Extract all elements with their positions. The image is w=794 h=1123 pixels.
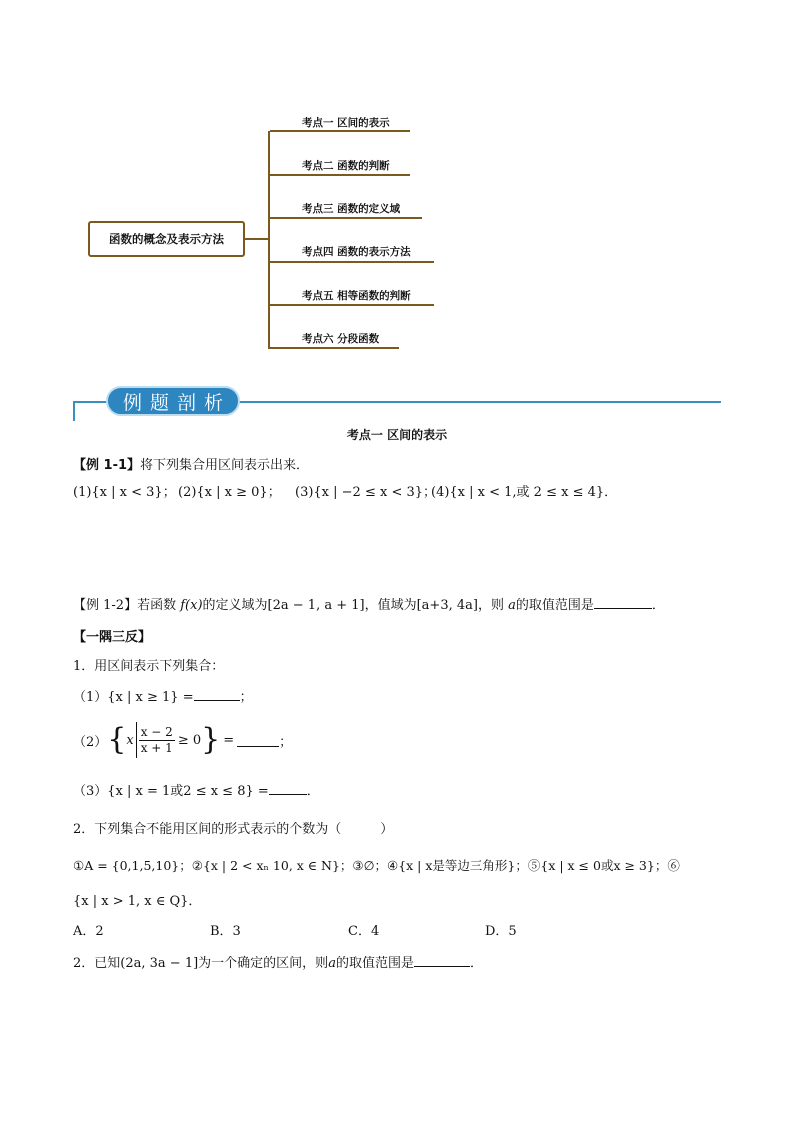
q1-part-2-relation: ≥ 0: [177, 732, 202, 748]
q3-post: 的取值范围是: [335, 956, 414, 971]
q1-part-2-end: ；: [279, 734, 293, 750]
q1-part-1-label: （1）: [73, 690, 108, 705]
q2-line-1: ①A = {0,1,5,10}；②{x | 2 < xₙ 10, x ∈ N}；③∅；④{x | x是等边三角形}；⑤{x | x ≤ 0或x ≥ 3}；⑥: [73, 858, 680, 873]
mindmap-topic-5: 考点五 相等函数的判断: [302, 290, 411, 302]
q1-part-2-blank[interactable]: [237, 734, 279, 747]
q1-part-2-denominator: x + 1: [140, 740, 173, 755]
example-1-2-var: a: [508, 598, 516, 613]
example-1-1-item-4: (4){x | x < 1,或 2 ≤ x ≤ 4}．: [431, 485, 618, 500]
q3-blank[interactable]: [414, 954, 470, 967]
q1-part-2: [73, 722, 292, 758]
example-1-2: [73, 594, 665, 613]
q1-part-1-set: {x | x ≥ 1} =: [107, 690, 194, 705]
mindmap-topic-5-line: [270, 304, 434, 306]
example-1-2-mid3: ，则: [477, 598, 504, 613]
q1-part-2-numerator: x − 2: [140, 724, 173, 739]
q1-title: 1．用区间表示下列集合：: [73, 659, 225, 674]
q1-part-2-eq: =: [223, 732, 235, 748]
q3: [73, 952, 483, 971]
q3-end: ．: [469, 956, 483, 971]
mindmap-topic-2-line: [270, 174, 410, 176]
q1-part-2-var: x: [126, 732, 134, 748]
q1-part-3-end: ．: [306, 784, 320, 799]
q2-option-b[interactable]: B．3: [210, 924, 241, 939]
mindmap-topic-6: 考点六 分段函数: [302, 333, 380, 345]
banner-left-tick: [73, 401, 75, 421]
example-1-2-range: [a+3, 4a]: [416, 598, 478, 613]
q1-part-2-bar: [136, 722, 137, 758]
example-1-1-item-3: (3){x | −2 ≤ x < 3}；: [295, 485, 437, 500]
q1-part-2-open-brace: {: [107, 722, 127, 757]
example-1-1-item-2: (2){x | x ≥ 0}；: [178, 485, 281, 500]
q3-pre: 2．已知: [73, 956, 121, 971]
mindmap-connector: [245, 238, 269, 240]
mindmap-topic-1-line: [270, 130, 410, 132]
practice-header: 【一隅三反】: [73, 630, 152, 645]
q1-part-1-end: ；: [239, 690, 253, 705]
q1-part-2-close-brace: }: [201, 722, 221, 757]
mindmap-topic-3: 考点三 函数的定义域: [302, 203, 401, 215]
q3-interval: (2a, 3a − 1]: [120, 956, 199, 971]
section-title: 考点一 区间的表示: [346, 428, 448, 442]
example-1-2-fx: f(x): [180, 598, 203, 613]
mindmap-trunk: [268, 131, 270, 347]
example-1-2-pre: 若函数: [137, 598, 177, 613]
example-1-1-tag: 【例 1-1】: [73, 458, 141, 473]
example-1-2-post: 的取值范围是: [515, 598, 594, 613]
q3-var: a: [328, 956, 336, 971]
q1-part-1-blank[interactable]: [194, 688, 240, 701]
mindmap-topic-1: 考点一 区间的表示: [302, 117, 390, 129]
example-1-2-mid2: ，值域为: [364, 598, 417, 613]
mindmap-topic-2: 考点二 函数的判断: [302, 160, 390, 172]
q2-option-c[interactable]: C．4: [348, 924, 380, 939]
q2-title: 2．下列集合不能用区间的形式表示的个数为（ ）: [73, 822, 394, 837]
mindmap-topic-6-line: [268, 347, 399, 349]
q1-part-2-fraction: [139, 725, 175, 756]
q2-line-2: {x | x > 1, x ∈ Q}．: [73, 894, 202, 909]
mindmap-root: 函数的概念及表示方法: [88, 221, 245, 257]
q1-part-3-blank[interactable]: [269, 782, 307, 795]
banner-label: 例题剖析: [106, 386, 240, 416]
example-1-2-domain: [2a − 1, a + 1]: [267, 598, 365, 613]
example-1-2-tag: 【例 1-2】: [73, 598, 138, 613]
example-1-1-item-1: (1){x | x < 3}；: [73, 485, 176, 500]
example-1-2-answer-blank[interactable]: [594, 596, 652, 609]
mindmap-topic-4: 考点四 函数的表示方法: [302, 246, 411, 258]
mindmap-topic-3-line: [270, 217, 422, 219]
q3-mid: 为一个确定的区间，则: [198, 956, 329, 971]
example-1-2-mid1: 的定义域为: [202, 598, 268, 613]
q1-part-3-label: （3）: [73, 784, 108, 799]
q1-part-3: [73, 780, 320, 799]
example-1-2-end: ．: [651, 598, 665, 613]
example-1-1: [73, 454, 309, 473]
q1-part-1: [73, 686, 253, 705]
q2-option-a[interactable]: A．2: [73, 924, 104, 939]
q2-option-d[interactable]: D．5: [485, 924, 517, 939]
q1-part-2-label: （2）: [73, 734, 108, 750]
q1-part-3-set: {x | x = 1或2 ≤ x ≤ 8} =: [107, 784, 269, 799]
mindmap-topic-4-line: [270, 261, 434, 263]
example-1-1-text: 将下列集合用区间表示出来．: [140, 458, 310, 473]
